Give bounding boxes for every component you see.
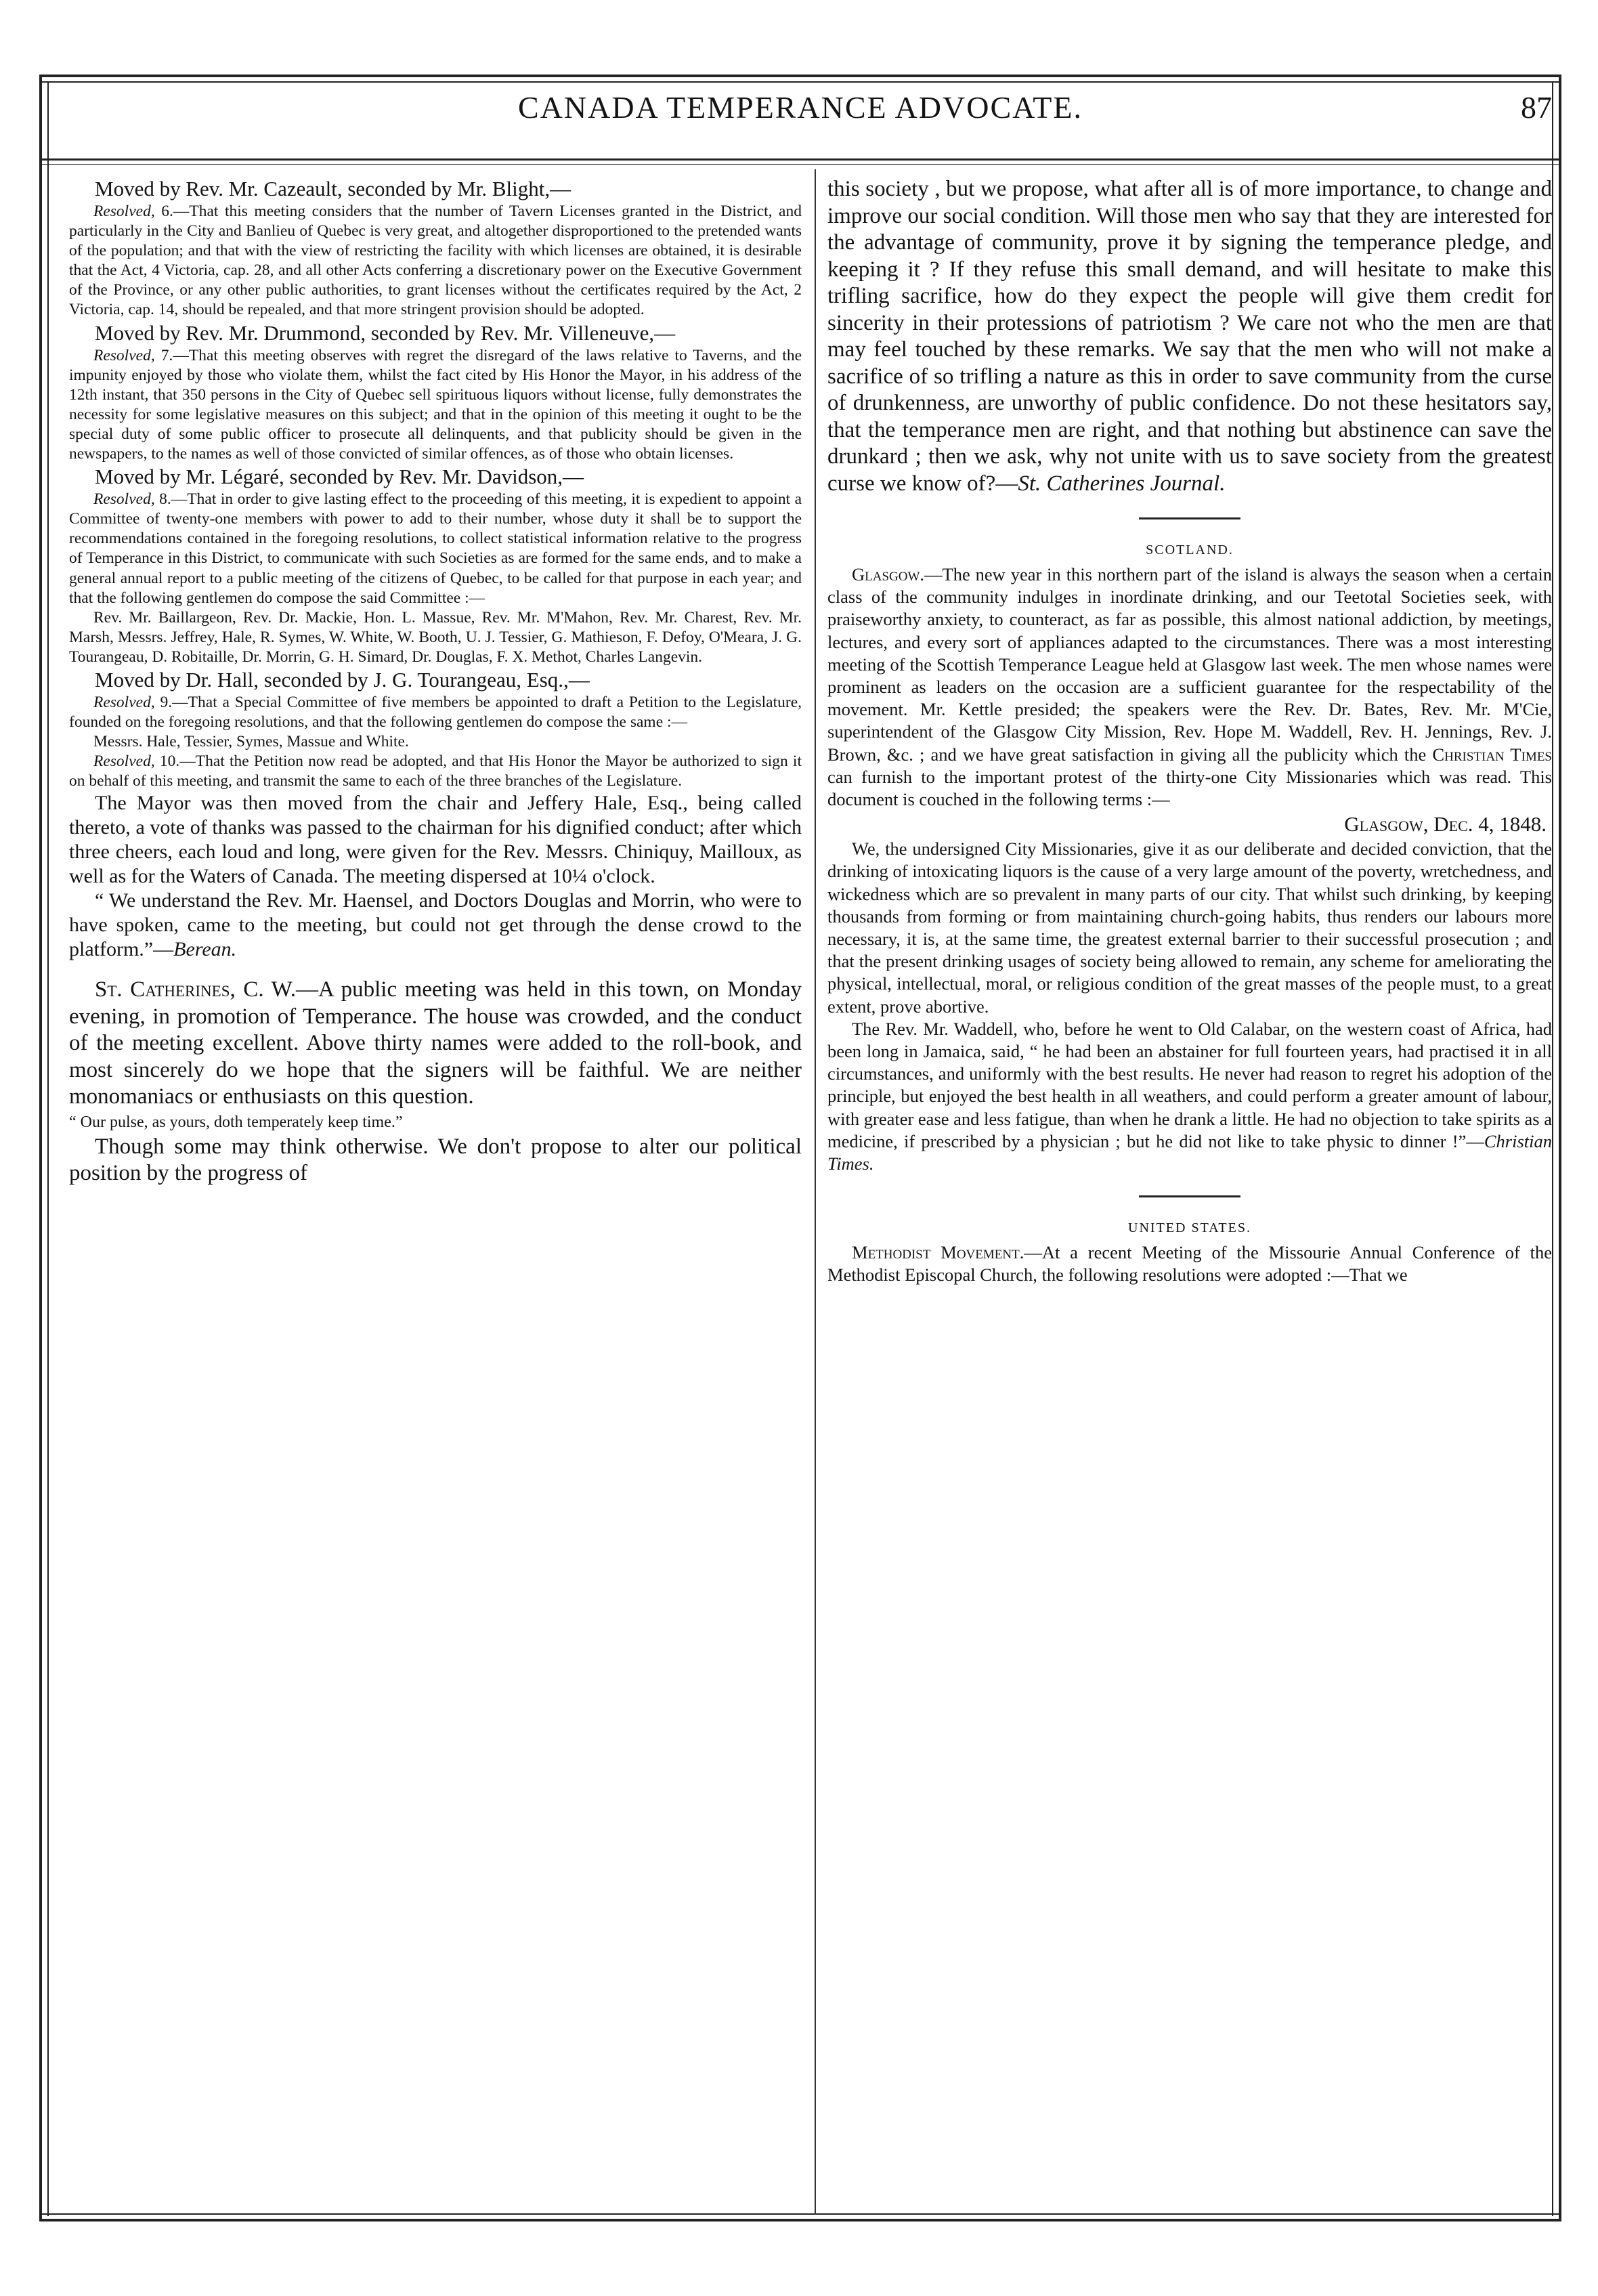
resolution-text: 10.—That the Petition now read be adopted, and that His Honor the Mayor be authorized to sign it on behalf of this meeting, and transmit the same to each of the three branches of the Legislature. (69, 752, 802, 790)
paragraph (827, 176, 1552, 497)
section-separator (1139, 517, 1240, 519)
left-frame-rule-inner (47, 83, 49, 2216)
bottom-rule-inner (39, 2213, 1561, 2215)
article-text: can furnish to the important protest of the thirty-one City Missionaries which was read. This document is couched in the following terms :— (827, 766, 1552, 810)
resolution-8 (69, 490, 802, 608)
paragraph: The Mayor was then moved from the chair and Jeffery Hale, Esq., being called thereto, a vote of thanks was passed to the chairman for his dignified conduct; after which three cheers, each loud and long, were given for the Rev. Messrs. Chiniquy, Mailloux, as well as for the Waters of Canada. The meeting dispersed at 10¼ o'clock. (69, 792, 802, 888)
paragraph (827, 1241, 1552, 1286)
source-credit: St. Catherines Journal. (1018, 471, 1226, 496)
paragraph: Though some may think otherwise. We don't propose to alter our political position by the progress of (69, 1134, 802, 1186)
committee-names: Messrs. Hale, Tessier, Symes, Massue and White. (93, 733, 409, 751)
newspaper-page (39, 75, 1561, 2221)
paragraph (69, 889, 802, 962)
column-divider (815, 169, 816, 2215)
resolution-9 (69, 693, 802, 732)
dateline-lead: Glasgow. (852, 564, 925, 584)
paragraph: We, the undersigned City Missionaries, give it as our deliberate and decided conviction, that the drinking of intoxicating liquors is the cause of a very large amount of the poverty, wretchedness, and wickedness which are so prevalent in many parts of our city. That whilst such drinking, by keeping thousands from forming or from maintaining church-going habits, thus renders our labours more necessary, it is, at the same time, the greatest external barrier to their successful prosecution ; and that the present drinking usages of society being allowed to remain, any scheme for ameliorating the physical, intellectual, moral, or religious condition of the great masses of the people must, to a great extent, prove abortive. (827, 838, 1552, 1017)
source-credit: Christian Times. (827, 1130, 1552, 1174)
resolution-6 (69, 202, 802, 320)
verse-quote: “ Our pulse, as yours, doth temperately keep time.” (69, 1113, 403, 1131)
resolution-text: 7.—That this meeting observes with regret the disregard of the laws relative to Taverns, and the impunity enjoyed by those who violate them, whilst the fact cited by His Honor the Mayor, in his address of the 12th instant, that 350 persons in the City of Quebec sell spirituous liquors without license, fully demonstrates the necessity for some legislative measures on this subject; and that in the opinion of this meeting it ought to be the special duty of some public officer to prosecute all delinquents, and that publicity should be given in the newspapers, to the names as well of those convicted of similar offences, as of those who obtain licenses. (69, 346, 802, 463)
top-rule-outer (39, 75, 1561, 77)
committee-names: Rev. Mr. Baillargeon, Rev. Dr. Mackie, Hon. L. Massue, Rev. Mr. M'Mahon, Rev. Mr. Charest, Rev. Mr. Marsh, Messrs. Jeffrey, Hale, R. Symes, W. White, W. Booth, U. J. Tessier, G. Mathieson, F. Defoy, O'Meara, J. G. Tourangeau, D. Robitaille, Dr. Morrin, G. H. Simard, Dr. Douglas, F. X. Methot, Charles Langevin. (69, 608, 802, 666)
right-frame-rule (1559, 75, 1561, 2221)
article-text: —The new year in this northern part of the island is always the season when a certain class of the community indulges in inordinate drinking, and our Teetotal Societies seek, with praiseworthy anxiety, to counteract, as far as possible, this almost national addiction, by meetings, lectures, and every sort of appliances adapted to the circumstances. There was a most interesting meeting of the Scottish Temperance League held at Glasgow last week. The men whose names were prominent as leaders on the occasion are a sufficient guarantee for the respectability of the movement. Mr. Kettle presided; the speakers were the Rev. Dr. Bates, Rev. Mr. M'Cie, superintendent of the Glasgow City Mission, Rev. Hope M. Waddell, Rev. H. Jennings, Rev. J. Brown, &c. ; and we have great satisfaction in giving all the publicity which the (827, 564, 1552, 765)
right-column (827, 176, 1552, 2211)
article-text: The Rev. Mr. Waddell, who, before he went to Old Calabar, on the western coast of Africa, had been long in Jamaica, said, “ he had been an abstainer for full fourteen years, had practised it in all circumstances, and uniformly with the best results. He never had reason to regret his adoption of the principle, but enjoyed the best health in all weathers, and could perform a greater amount of labour, with greater ease and less fatigue, than when he drank a little. He had no objection to take spirits as a medicine, if prescribed by a physician ; but he did not like to take physic to dinner !”— (827, 1018, 1552, 1151)
right-frame-rule-inner (1552, 83, 1553, 2216)
resolution-10 (69, 752, 802, 791)
section-separator (1139, 1195, 1240, 1197)
resolution-text: 6.—That this meeting considers that the number of Tavern Licenses granted in the District, and particularly in the City and Banlieu of Quebec is very great, and altogether disproportioned to the pretended wants of the population; and that with the view of restricting the facility with which licenses are obtained, it is desirable that the Act, 4 Victoria, cap. 28, and all other Acts conferring a discretionary power on the Executive Government of the Province, or any other public authorities, to grant licenses without the certificates required by the Act, 2 Victoria, cap. 14, should be repealed, and that more stringent provision should be adopted. (69, 203, 802, 319)
header-rule (39, 158, 1561, 161)
section-heading: UNITED STATES. (1128, 1220, 1251, 1236)
quote-text: “ We understand the Rev. Mr. Haensel, and Doctors Douglas and Morrin, who were to have spoken, came to the meeting, but could not get through the dense crowd to the platform.”— (69, 889, 802, 961)
article-text: —A public meeting was held in this town, on Monday evening, in promotion of Temperance. The house was crowded, and the conduct of the meeting excellent. Above thirty names were added to the roll-book, and most sincerely do we hope that the signers will be faithful. We are neither monomaniacs or enthusiasts on this question. (69, 977, 802, 1109)
moved-line: Moved by Rev. Mr. Cazeault, seconded by Mr. Blight,— (95, 177, 571, 200)
moved-line: Moved by Mr. Légaré, seconded by Rev. Mr. Davidson,— (95, 465, 584, 489)
resolved-label: Resolved, (93, 203, 155, 220)
bottom-rule (39, 2219, 1561, 2221)
resolution-text: 9.—That a Special Committee of five members be appointed to draft a Petition to the Legislature, founded on the foregoing resolutions, and that the following gentlemen do compose the same :— (69, 693, 802, 731)
header-rule-thin (39, 164, 1561, 165)
paragraph (827, 564, 1552, 811)
paragraph (827, 1018, 1552, 1175)
dateline-lead: Methodist Movement. (852, 1242, 1024, 1263)
running-title: CANADA TEMPERANCE ADVOCATE. (518, 90, 1083, 125)
resolved-label: Resolved, (93, 490, 155, 509)
page-number: 87 (1521, 90, 1552, 125)
left-frame-rule (39, 75, 42, 2221)
resolution-text: 8.—That in order to give lasting effect to the proceeding of this meeting, it is expedient to appoint a Committee of twenty-one members with power to add to their number, whose duty it shall be to support the recommendations contained in the foregoing resolutions, to collect statistical information relative to the progress of Temperance in this District, to communicate with such Societies as are formed for the same ends, and to make a general annual report to a public meeting of the citizens of Quebec, to be called for that purpose in each year; and that the following gentlemen do compose the said Committee :— (69, 490, 802, 607)
paragraph (69, 977, 802, 1111)
resolved-label: Resolved, (93, 752, 155, 771)
resolved-label: Resolved, (93, 693, 155, 711)
resolved-label: Resolved, (93, 346, 155, 364)
page-header (39, 81, 1561, 126)
left-column (69, 176, 802, 2211)
article-text: this society , but we propose, what after all is of more importance, to change and improve our social condition. Will those men who say that they are interested for the advantage of community, prove it by signing the temperance pledge, and keeping it ? If they refuse this small demand, and will hesitate to make this trifling sacrifice, how do they expect the people will give them credit for sincerity in their protessions of patriotism ? We care not who the men are that may feel touched by these remarks. We say that the men who will not make a sacrifice of so trifling a nature as this in order to save community from the curse of drunkenness, are unworthy of public confidence. Do not these hesitators say, that the temperance men are right, and that nothing but abstinence can save the drunkard ; then we ask, why not unite with us to save society from the greatest curse we know of?— (827, 177, 1552, 496)
section-heading: SCOTLAND. (1146, 543, 1234, 557)
source-credit: Berean. (173, 938, 237, 961)
moved-line: Moved by Rev. Mr. Drummond, seconded by Rev. Mr. Villeneuve,— (95, 320, 676, 345)
resolution-7 (69, 346, 802, 465)
dateline-lead: St. Catherines, C. W. (95, 977, 296, 1002)
letter-dateline: Glasgow, Dec. 4, 1848. (1344, 812, 1547, 836)
moved-line: Moved by Dr. Hall, seconded by J. G. Tourangeau, Esq.,— (95, 667, 590, 692)
newspaper-name: Christian Times (1432, 744, 1552, 765)
article-text: —At a recent Meeting of the Missourie Annual Conference of the Methodist Episcopal Church, the following resolutions were adopted :—That we (827, 1242, 1552, 1285)
